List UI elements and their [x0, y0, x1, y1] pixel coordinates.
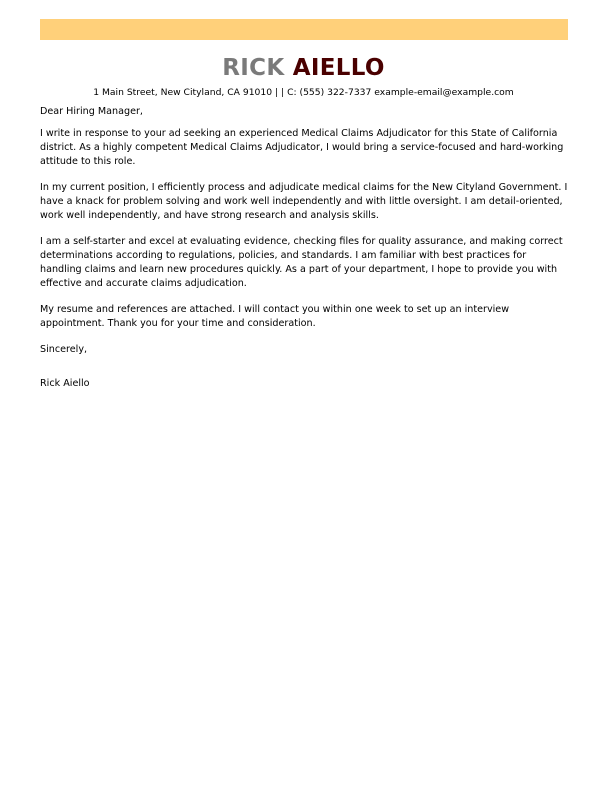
last-name: AIELLO	[292, 55, 385, 81]
applicant-name	[0, 53, 607, 83]
paragraph-closing-remarks: My resume and references are attached. I will contact you within one week to set up an interview appointment. Thank you for your time and consideration.	[40, 304, 510, 329]
letter-body	[40, 105, 570, 403]
contact-line	[0, 86, 607, 99]
signature: Rick Aiello	[40, 378, 90, 389]
address: 1 Main Street, New Cityland, CA 91010	[93, 87, 273, 98]
salutation: Dear Hiring Manager,	[40, 106, 143, 117]
closing: Sincerely,	[40, 344, 88, 355]
email[interactable]: example-email@example.com	[374, 87, 514, 98]
header-accent-bar	[40, 19, 568, 40]
phone: C: (555) 322-7337	[287, 87, 372, 98]
paragraph-intro: I write in response to your ad seeking an experienced Medical Claims Adjudicator for this State of California district. As a highly competent Medical Claims Adjudicator, I would bring a service-focused and hard-working attitude to this role.	[40, 128, 564, 167]
paragraph-current-position: In my current position, I efficiently process and adjudicate medical claims for the New Cityland Government. I have a knack for problem solving and work well independently and with little oversight. I am detail-oriented, work well independently, and have strong research and analysis skills.	[40, 182, 568, 221]
paragraph-skills: I am a self-starter and excel at evaluating evidence, checking files for quality assurance, and making correct determinations according to regulations, policies, and standards. I am familiar with best practices for handling claims and learn new procedures quickly. As a part of your department, I hope to provide you with effective and accurate claims adjudication.	[40, 236, 563, 289]
first-name: RICK	[222, 55, 285, 81]
contact-separator: | |	[275, 87, 285, 98]
